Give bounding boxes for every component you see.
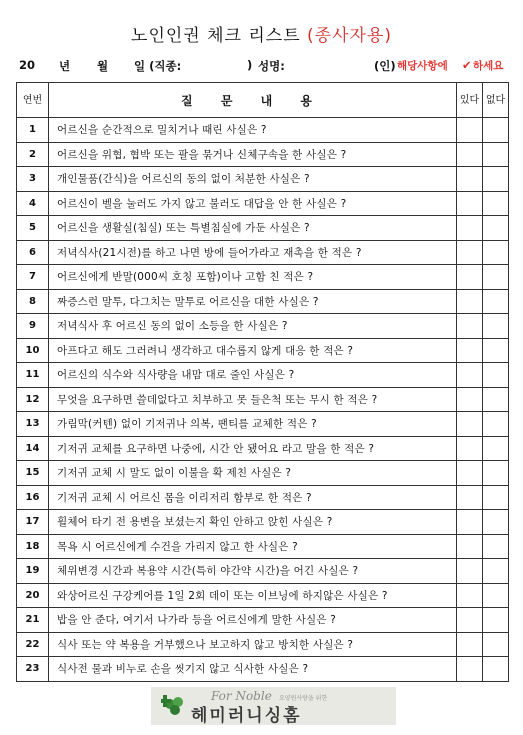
table-row xyxy=(17,167,509,192)
check-icon: ✔ xyxy=(462,58,472,72)
yes-checkbox-cell[interactable] xyxy=(457,167,483,192)
no-checkbox-cell[interactable] xyxy=(483,583,509,608)
no-checkbox-cell[interactable] xyxy=(483,118,509,143)
no-checkbox-cell[interactable] xyxy=(483,289,509,314)
no-checkbox-cell[interactable] xyxy=(483,167,509,192)
no-checkbox-cell[interactable] xyxy=(483,436,509,461)
yes-checkbox-cell[interactable] xyxy=(457,338,483,363)
year-unit: 년 xyxy=(59,59,71,73)
table-row xyxy=(17,118,509,143)
info-line xyxy=(19,58,513,74)
day-job-label: 일 (직종: xyxy=(134,59,182,73)
row-question: 목욕 시 어르신에게 수건을 가리지 않고 한 사실은 ? xyxy=(49,534,457,559)
title-role: (종사자용) xyxy=(307,26,392,46)
table-row xyxy=(17,338,509,363)
row-question: 식사전 물과 비누로 손을 씻기지 않고 식사한 사실은 ? xyxy=(49,657,457,682)
row-question: 개인물품(간식)을 어르신의 동의 없이 처분한 사실은 ? xyxy=(49,167,457,192)
yes-checkbox-cell[interactable] xyxy=(457,216,483,241)
no-checkbox-cell[interactable] xyxy=(483,338,509,363)
table-row xyxy=(17,412,509,437)
row-number: 16 xyxy=(17,485,49,510)
yes-checkbox-cell[interactable] xyxy=(457,436,483,461)
no-checkbox-cell[interactable] xyxy=(483,461,509,486)
table-row xyxy=(17,240,509,265)
yes-checkbox-cell[interactable] xyxy=(457,583,483,608)
row-question: 저녁식사(21시전)를 하고 나면 방에 들어가라고 재촉을 한 적은 ? xyxy=(49,240,457,265)
logo-name: 헤미러니싱홈 xyxy=(191,706,302,726)
yes-checkbox-cell[interactable] xyxy=(457,118,483,143)
yes-checkbox-cell[interactable] xyxy=(457,534,483,559)
yes-checkbox-cell[interactable] xyxy=(457,412,483,437)
row-number: 8 xyxy=(17,289,49,314)
row-question: 저녁식사 후 어르신 동의 없이 소등을 한 사실은 ? xyxy=(49,314,457,339)
row-number: 18 xyxy=(17,534,49,559)
row-number: 11 xyxy=(17,363,49,388)
row-number: 19 xyxy=(17,559,49,584)
name-label: 성명: xyxy=(258,59,285,73)
yes-checkbox-cell[interactable] xyxy=(457,265,483,290)
yes-checkbox-cell[interactable] xyxy=(457,510,483,535)
yes-checkbox-cell[interactable] xyxy=(457,608,483,633)
row-question: 어르신을 생활실(침실) 또는 특별침실에 가둔 사실은 ? xyxy=(49,216,457,241)
no-checkbox-cell[interactable] xyxy=(483,314,509,339)
table-row xyxy=(17,191,509,216)
yes-checkbox-cell[interactable] xyxy=(457,289,483,314)
page-title xyxy=(0,21,523,46)
row-number: 23 xyxy=(17,657,49,682)
table-row xyxy=(17,559,509,584)
table-row xyxy=(17,387,509,412)
table-row xyxy=(17,534,509,559)
row-question: 밥을 안 준다, 여기서 나가라 등을 어르신에게 말한 사실은 ? xyxy=(49,608,457,633)
col-header-no: 연번 xyxy=(17,83,49,118)
row-number: 21 xyxy=(17,608,49,633)
row-question: 가림막(커텐) 없이 기저귀나 의복, 팬티를 교체한 적은 ? xyxy=(49,412,457,437)
yes-checkbox-cell[interactable] xyxy=(457,632,483,657)
no-checkbox-cell[interactable] xyxy=(483,657,509,682)
row-number: 22 xyxy=(17,632,49,657)
table-row xyxy=(17,142,509,167)
row-question: 어르신의 식수와 식사량을 내맘 대로 줄인 사실은 ? xyxy=(49,363,457,388)
no-checkbox-cell[interactable] xyxy=(483,142,509,167)
no-checkbox-cell[interactable] xyxy=(483,387,509,412)
row-number: 12 xyxy=(17,387,49,412)
yes-checkbox-cell[interactable] xyxy=(457,387,483,412)
title-main: 노인인권 체크 리스트 xyxy=(131,26,308,46)
table-row xyxy=(17,216,509,241)
row-number: 10 xyxy=(17,338,49,363)
yes-checkbox-cell[interactable] xyxy=(457,314,483,339)
table-row xyxy=(17,265,509,290)
row-number: 4 xyxy=(17,191,49,216)
yes-checkbox-cell[interactable] xyxy=(457,559,483,584)
table-row xyxy=(17,608,509,633)
row-question: 아프다고 해도 그러려니 생각하고 대수롭지 않게 대응 한 적은 ? xyxy=(49,338,457,363)
row-number: 13 xyxy=(17,412,49,437)
table-row xyxy=(17,461,509,486)
row-number: 6 xyxy=(17,240,49,265)
row-number: 15 xyxy=(17,461,49,486)
row-question: 와상어르신 구강케어를 1일 2회 데이 또는 이브닝에 하지않은 사실은 ? xyxy=(49,583,457,608)
no-checkbox-cell[interactable] xyxy=(483,191,509,216)
yes-checkbox-cell[interactable] xyxy=(457,240,483,265)
yes-checkbox-cell[interactable] xyxy=(457,485,483,510)
row-question: 휠체어 타기 전 용변을 보셨는지 확인 안하고 앉힌 사실은 ? xyxy=(49,510,457,535)
no-checkbox-cell[interactable] xyxy=(483,485,509,510)
row-number: 9 xyxy=(17,314,49,339)
year-field[interactable]: 20 xyxy=(19,58,36,72)
row-question: 짜증스런 말투, 다그치는 말투로 어르신을 대한 사실은 ? xyxy=(49,289,457,314)
table-row xyxy=(17,436,509,461)
row-number: 5 xyxy=(17,216,49,241)
table-row xyxy=(17,485,509,510)
instruction-end: 하세요 xyxy=(473,60,504,72)
row-question: 무엇을 요구하면 쓸데없다고 치부하고 못 들은척 또는 무시 한 적은 ? xyxy=(49,387,457,412)
row-question: 어르신을 순간적으로 밀치거나 때린 사실은 ? xyxy=(49,118,457,143)
no-checkbox-cell[interactable] xyxy=(483,510,509,535)
col-header-question: 질 문 내 용 xyxy=(49,83,457,118)
row-number: 1 xyxy=(17,118,49,143)
row-number: 3 xyxy=(17,167,49,192)
col-header-no-answer: 없다 xyxy=(483,83,509,118)
table-row xyxy=(17,657,509,682)
table-row xyxy=(17,632,509,657)
checklist-table xyxy=(16,82,509,682)
logo-tagline: For Noble xyxy=(211,689,272,703)
col-header-yes: 있다 xyxy=(457,83,483,118)
row-number: 20 xyxy=(17,583,49,608)
footer-logo xyxy=(151,687,396,725)
table-row xyxy=(17,363,509,388)
instruction-text: 해당사항에 xyxy=(397,60,448,72)
table-row xyxy=(17,289,509,314)
row-number: 14 xyxy=(17,436,49,461)
row-question: 식사 또는 약 복용을 거부했으나 보고하지 않고 방치한 사실은 ? xyxy=(49,632,457,657)
no-checkbox-cell[interactable] xyxy=(483,632,509,657)
table-row xyxy=(17,510,509,535)
yes-checkbox-cell[interactable] xyxy=(457,191,483,216)
row-number: 17 xyxy=(17,510,49,535)
paren-close: ) xyxy=(247,58,253,72)
row-question: 기저귀 교체 시 말도 없이 이불을 확 제친 사실은 ? xyxy=(49,461,457,486)
row-number: 7 xyxy=(17,265,49,290)
logo-subtitle: 요양원사랑을 위한 xyxy=(279,695,328,702)
table-row xyxy=(17,314,509,339)
no-checkbox-cell[interactable] xyxy=(483,265,509,290)
no-checkbox-cell[interactable] xyxy=(483,608,509,633)
row-question: 체위변경 시간과 복용약 시간(특히 야간약 시간)을 어긴 사실은 ? xyxy=(49,559,457,584)
no-checkbox-cell[interactable] xyxy=(483,412,509,437)
no-checkbox-cell[interactable] xyxy=(483,559,509,584)
no-checkbox-cell[interactable] xyxy=(483,216,509,241)
table-header xyxy=(17,83,509,118)
yes-checkbox-cell[interactable] xyxy=(457,363,483,388)
yes-checkbox-cell[interactable] xyxy=(457,657,483,682)
month-unit: 월 xyxy=(97,59,109,73)
no-checkbox-cell[interactable] xyxy=(483,240,509,265)
row-question: 어르신을 위협, 협박 또는 팔을 묶거나 신체구속을 한 사실은 ? xyxy=(49,142,457,167)
row-question: 어르신이 벨을 눌러도 가지 않고 불러도 대답을 안 한 사실은 ? xyxy=(49,191,457,216)
yes-checkbox-cell[interactable] xyxy=(457,142,483,167)
row-number: 2 xyxy=(17,142,49,167)
yes-checkbox-cell[interactable] xyxy=(457,461,483,486)
row-question: 어르신에게 반말(000씨 호칭 포함)이나 고함 친 적은 ? xyxy=(49,265,457,290)
table-row xyxy=(17,583,509,608)
no-checkbox-cell[interactable] xyxy=(483,534,509,559)
clover-icon xyxy=(161,695,189,719)
row-question: 기저귀 교체 시 어르신 몸을 이리저리 함부로 한 적은 ? xyxy=(49,485,457,510)
row-question: 기저귀 교체를 요구하면 나중에, 시간 안 됐어요 라고 말을 한 적은 ? xyxy=(49,436,457,461)
seal-label: (인) xyxy=(374,59,396,73)
no-checkbox-cell[interactable] xyxy=(483,363,509,388)
